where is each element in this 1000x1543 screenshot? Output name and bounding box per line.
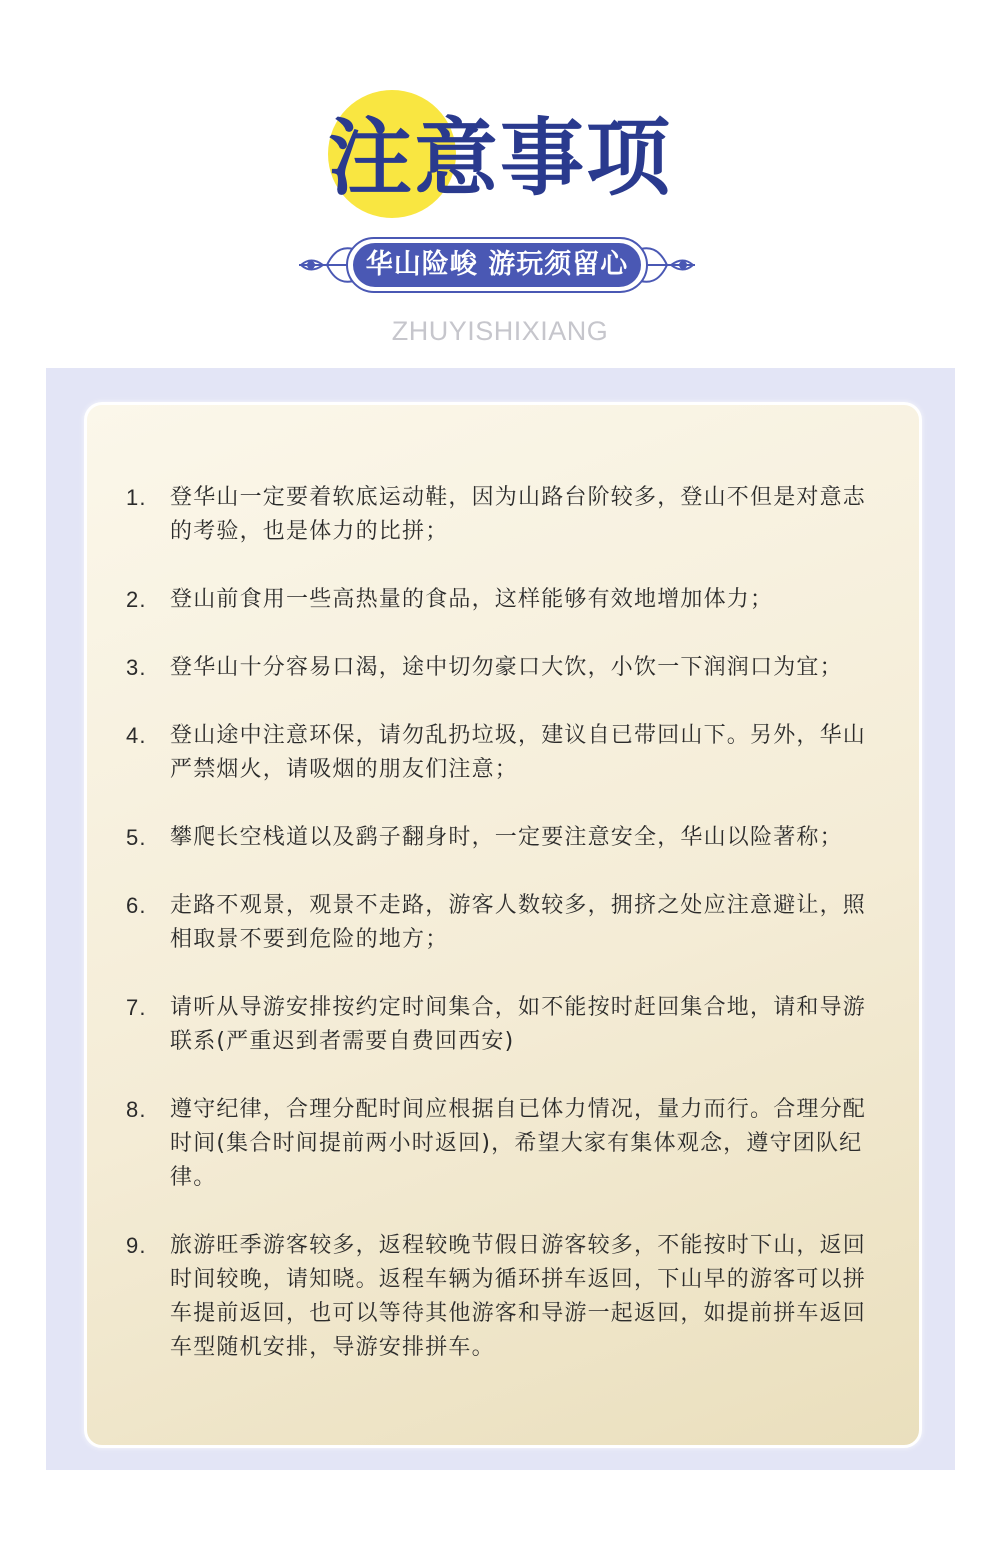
item-number: 9. [126,1233,147,1258]
item-text: 攀爬长空栈道以及鹞子翻身时，一定要注意安全，华山以险著称； [170,825,843,850]
page-title: 注意事项 [328,109,673,207]
item-text: 登华山一定要着软底运动鞋，因为山路台阶较多，登山不但是对意志的考验，也是体力的比拼； [170,485,867,544]
item-number: 1. [126,485,147,510]
item-text: 走路不观景，观景不走路，游客人数较多，拥挤之处应注意避让，照相取景不要到危险的地方； [170,893,867,952]
item-number: 7. [126,995,147,1020]
subtitle-banner [297,236,697,294]
item-text: 登华山十分容易口渴，途中切勿豪口大饮，小饮一下润润口为宜； [170,655,843,680]
list-item [123,889,883,957]
subtitle-text: 华山险峻 游玩须留心 [365,249,629,280]
notice-panel [46,368,955,1470]
list-item [123,1093,883,1195]
item-number: 4. [126,723,147,748]
list-item [123,481,883,549]
notice-card [84,402,922,1448]
notice-list [123,481,883,1399]
item-number: 6. [126,893,147,918]
list-item [123,821,883,855]
item-number: 2. [126,587,147,612]
list-item [123,651,883,685]
item-text: 遵守纪律，合理分配时间应根据自已体力情况，量力而行。合理分配时间(集合时间提前两小时返回)，希望大家有集体观念，遵守团队纪律。 [170,1097,867,1190]
item-text: 请听从导游安排按约定时间集合，如不能按时赶回集合地，请和导游联系(严重迟到者需要自费回西安) [170,995,867,1054]
header [0,0,1000,368]
item-text: 旅游旺季游客较多，返程较晚节假日游客较多，不能按时下山，返回时间较晚，请知晓。返程车辆为循环拼车返回，下山早的游客可以拼车提前返回，也可以等待其他游客和导游一起返回，如提前拼车返回车型随机安排，导游安排拼车。 [170,1233,867,1360]
list-item [123,991,883,1059]
list-item [123,719,883,787]
list-item [123,1229,883,1365]
item-text: 登山前食用一些高热量的食品，这样能够有效地增加体力； [170,587,774,612]
pinyin-caption: ZHUYISHIXIANG [391,316,609,346]
title-block [320,84,680,224]
item-number: 8. [126,1097,147,1122]
item-number: 3. [126,655,147,680]
item-text: 登山途中注意环保，请勿乱扔垃圾，建议自已带回山下。另外，华山严禁烟火，请吸烟的朋友们注意； [170,723,867,782]
list-item [123,583,883,617]
item-number: 5. [126,825,147,850]
